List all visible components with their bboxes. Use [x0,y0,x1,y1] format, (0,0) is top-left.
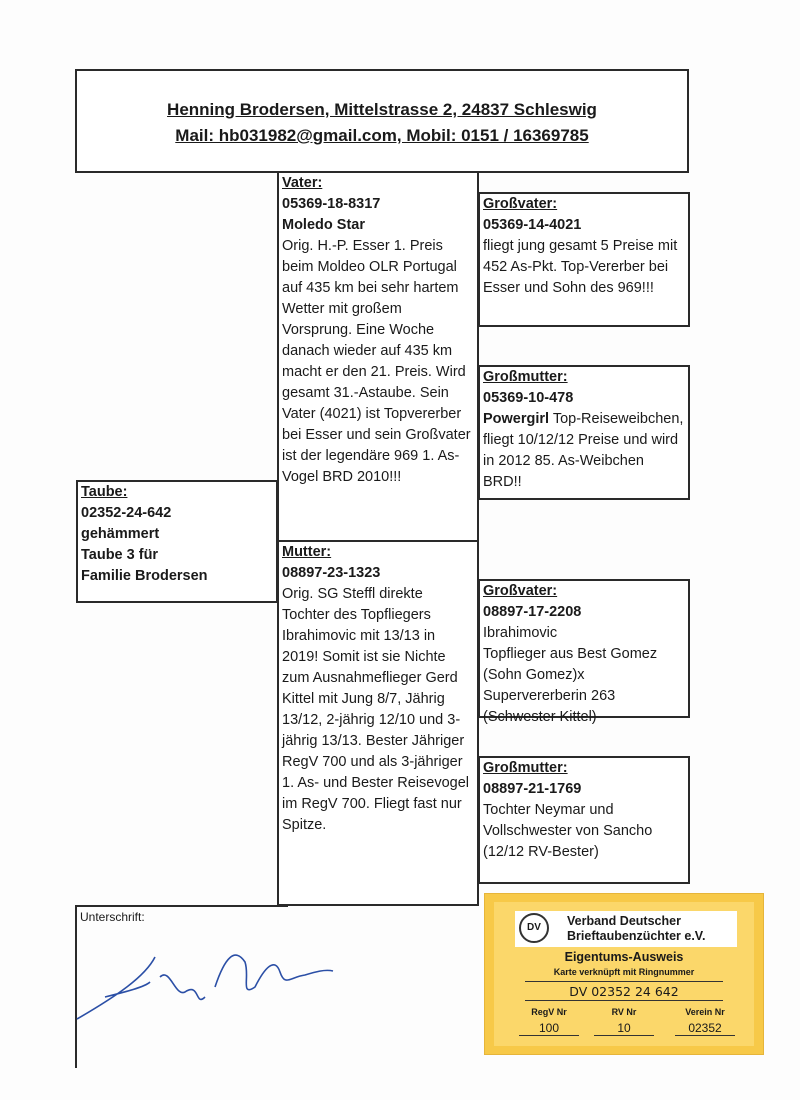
taube-line: Familie Brodersen [81,568,208,584]
signature-box [75,905,288,1068]
gm2-label: Großmutter: [483,760,568,776]
taube-ring: 02352-24-642 [81,505,172,521]
gv2-label: Großvater: [483,583,558,599]
card-regv-value: 100 [519,1021,579,1036]
handwritten-signature [75,937,345,1027]
taube-box [76,480,278,603]
gv1-label: Großvater: [483,196,558,212]
address-line: Henning Brodersen, Mittelstrasse 2, 24837 Schleswig [167,100,597,119]
gv2-text: Topflieger aus Best Gomez (Sohn Gomez)x Supervererberin 263 (Schwester Kittel) [483,646,658,725]
gv1-text: fliegt jung gesamt 5 Preise mit 452 As-Pkt. Top-Vererber bei Esser und Sohn des 969!!! [483,238,678,296]
gv2-name: Ibrahimovic [483,625,558,641]
grossvater-mutter-box [478,579,690,725]
grossvater-vater-box [478,192,690,327]
gm1-text: Top-Reiseweibchen, fliegt 10/12/12 Preise und wird in 2012 85. As-Weibchen BRD!! [483,411,684,490]
card-org-line: Verband Deutscher [567,914,681,928]
gv1-ring: 05369-14-4021 [483,217,582,233]
gm2-text: Tochter Neymar und Vollschwester von Sancho (12/12 RV-Bester) [483,802,653,860]
mutter-ring: 08897-23-1323 [282,565,381,581]
card-org-line: Brieftaubenzüchter e.V. [567,929,706,943]
dv-logo-icon: DV [519,913,549,943]
gv2-ring: 08897-17-2208 [483,604,582,620]
grossmutter-vater-box [478,365,690,500]
card-col-label: RegV Nr [531,1007,567,1017]
card-ring-number: DV 02352 24 642 [569,984,679,999]
gm1-name: Powergirl [483,411,550,427]
gm2-ring: 08897-21-1769 [483,781,582,797]
vater-ring: 05369-18-8317 [282,196,381,212]
grossmutter-mutter-box [478,756,690,884]
card-verein-value: 02352 [675,1021,735,1036]
header-box [75,69,689,173]
card-subtitle: Karte verknüpft mit Ringnummer [553,967,695,977]
card-org-header [515,911,737,947]
mutter-text: Orig. SG Steffl direkte Tochter des Topfliegers Ibrahimovic mit 13/13 in 2019! Somit ist sie Nichte zum Ausnahmeflieger Gerd Kittel mit Jung 8/7, Jährig 13/12, 2-jährig 12/10 und 3-jährig 13/13. Bester Jähriger RegV 700 und als 3-jähriger 1. As- und Bester Reisevogel im RegV 700. Fliegt fast nur Spitze. [282,586,469,833]
mutter-box [277,540,479,906]
card-col-label: RV Nr [611,1007,637,1017]
vater-label: Vater: [282,175,323,191]
signature-label: Unterschrift: [80,910,145,924]
vater-name: Moledo Star [282,217,365,233]
card-col-label: Verein Nr [685,1007,725,1017]
vater-text: Orig. H.-P. Esser 1. Preis beim Moldeo OLR Portugal auf 435 km bei sehr hartem Wetter mit großem Vorsprung. Eine Woche danach wieder auf 435 km macht er den 21. Preis. Wird gesamt 31.-Astaube. Sein Vater (4021) ist Topvererber bei Esser und sein Großvater ist der legendäre 969 1. As-Vogel BRD 2010!!! [282,238,471,485]
card-title: Eigentums-Ausweis [564,950,684,964]
gm1-ring: 05369-10-478 [483,390,574,406]
card-rv-value: 10 [594,1021,654,1036]
mutter-label: Mutter: [282,544,332,560]
ownership-card [484,893,764,1055]
taube-label: Taube: [81,484,128,500]
gm1-label: Großmutter: [483,369,568,385]
vater-box [277,171,479,542]
contact-line: Mail: hb031982@gmail.com, Mobil: 0151 / 16369785 [175,126,589,145]
taube-line: gehämmert [81,526,160,542]
taube-line: Taube 3 für [81,547,159,563]
